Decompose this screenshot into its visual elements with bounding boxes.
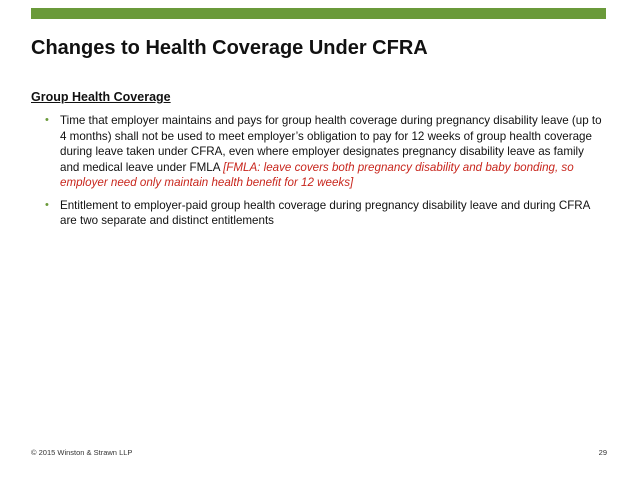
page-number: 29 xyxy=(598,448,607,457)
bullet-item xyxy=(44,198,604,229)
top-accent-bar xyxy=(31,8,606,19)
section-heading: Group Health Coverage xyxy=(31,90,171,104)
slide-title: Changes to Health Coverage Under CFRA xyxy=(31,37,428,59)
bullet-item xyxy=(44,113,604,191)
bullet-text: Time that employer maintains and pays for group health coverage during pregnancy disability leave (up to 4 months) shall not be used to meet employer’s obligation to pay for 12 weeks of group health coverage during leave taken under CFRA, even where employer designates pregnancy disability leave as family and medical leave under FMLA xyxy=(60,114,602,174)
fmla-note: [FMLA: leave covers both pregnancy disability and baby bonding, so employer need only maintain health benefit for 12 weeks] xyxy=(60,160,574,189)
footer-copyright: © 2015 Winston & Strawn LLP xyxy=(31,448,133,457)
bullet-icon: • xyxy=(45,114,49,126)
bullet-icon: • xyxy=(45,198,49,211)
bullet-list xyxy=(44,113,604,236)
bullet-text: Entitlement to employer-paid group health coverage during pregnancy disability leave and during CFRA are two separate and distinct entitlements xyxy=(60,198,590,227)
